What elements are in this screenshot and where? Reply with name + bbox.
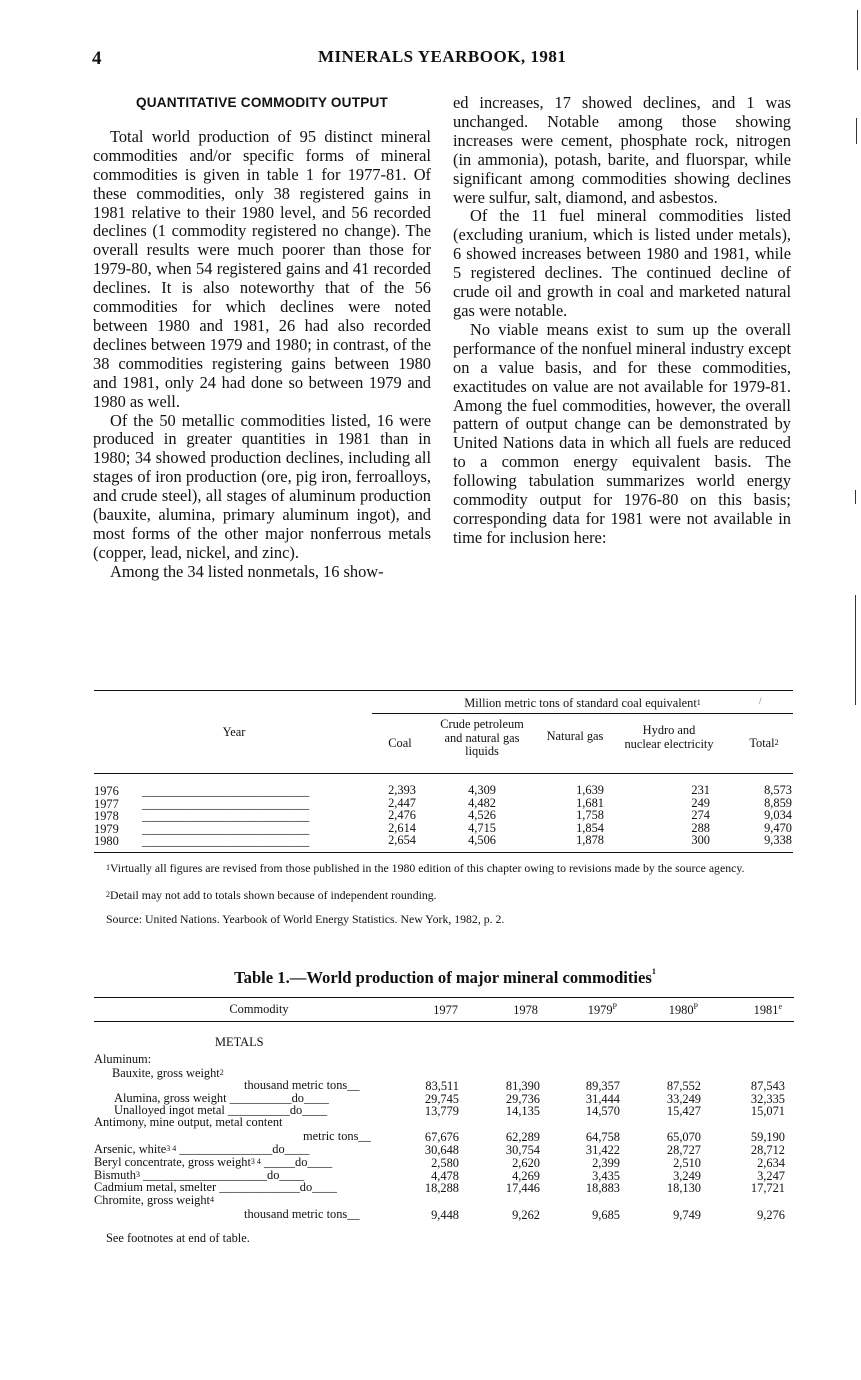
coal-header: Coal bbox=[388, 736, 412, 750]
t1-section-metals: METALS bbox=[215, 1035, 264, 1049]
t1-unit-chromite: thousand metric tons__ bbox=[244, 1207, 360, 1221]
energy-row-year: 1980 bbox=[94, 834, 119, 849]
left-paragraph-1: Total world production of 95 distinct mineral commodities and/or specific forms of mineral commodities is given in table 1 for 1977-81. Of these commodities, only 38 registered gains in 1981 relative to their 1980 level, and 56 recorded declines (1 commodity registered no change). The overall results were much poorer than those for 1979-80, when 54 registered gains and 41 recorded declines. It is also noteworthy that of the 56 commodities for which declines were noted between 1980 and 1981, 26 had also recorded declines between 1979 and 1980; in contrast, of the 38 commodities registering gains between 1980 and 1981, only 24 had done so between 1979 and 1980 as well. bbox=[93, 126, 431, 411]
footnote-2: $^2$Detail may not add to totals shown because of independent rounding. bbox=[106, 888, 437, 902]
t1-value-alumina: 31,444 bbox=[585, 1092, 620, 1106]
t1-footer-note: See footnotes at end of table. bbox=[106, 1231, 250, 1245]
energy-cell-gas: 1,681 bbox=[576, 795, 604, 810]
t1-value-antimony: 59,190 bbox=[750, 1130, 785, 1144]
footnote-1: $^1$Virtually all figures are revised from those published in the 1980 edition of this chapter owing to revisions made by the source agency. bbox=[106, 861, 745, 875]
t1-label-alumina: Alumina, gross weight __________do____ bbox=[114, 1091, 329, 1105]
span-header: Million metric tons of standard coal equivalent$^1$ bbox=[464, 696, 701, 710]
energy-cell-crude: 4,309 bbox=[468, 783, 496, 797]
right-paragraph-1: ed increases, 17 showed declines, and 1 was unchanged. Notable among those showing increases were cement, phosphate rock, nitrogen (in ammonia), potash, barite, and fluorspar, while significant among commodities showing declines were sulfur, salt, diamond, and asbestos. bbox=[453, 93, 791, 207]
t1-value-bismuth: 4,478 bbox=[431, 1169, 459, 1183]
t1-header-1981: 1981e bbox=[753, 1002, 782, 1017]
energy-cell-total: 8,859 bbox=[764, 795, 792, 810]
t1-value-bauxite: 89,357 bbox=[585, 1079, 620, 1093]
right-column bbox=[453, 94, 791, 548]
energy-cell-hydro: 274 bbox=[691, 808, 710, 823]
page-number: 4 bbox=[92, 48, 102, 69]
energy-cell-coal: 2,447 bbox=[388, 795, 416, 810]
t1-value-alumina: 33,249 bbox=[666, 1092, 701, 1106]
t1-value-cadmium: 18,288 bbox=[424, 1181, 459, 1195]
energy-cell-hydro: 300 bbox=[691, 833, 710, 848]
t1-value-ingot: 14,135 bbox=[505, 1104, 540, 1118]
t1-value-antimony: 67,676 bbox=[424, 1130, 459, 1144]
t1-value-alumina: 29,745 bbox=[424, 1092, 459, 1106]
energy-cell-crude: 4,482 bbox=[468, 795, 496, 810]
left-paragraph-2: Of the 50 metallic commodities listed, 16 were produced in greater quantities in 1981 than in 1980; 34 showed production declines, including all stages of iron production (ore, pig iron, ferroalloys, and crude steel), all stages of aluminum production (bauxite, alumina, primary aluminum ingot), and most forms of the other major nonferrous metals (copper, lead, nickel, and zinc). bbox=[93, 410, 431, 562]
t1-top-rule bbox=[94, 997, 794, 998]
energy-cell-total: 9,470 bbox=[764, 820, 792, 835]
t1-value-bauxite: 81,390 bbox=[505, 1079, 540, 1093]
t1-value-arsenic: 28,727 bbox=[666, 1143, 701, 1157]
t1-value-cadmium: 18,883 bbox=[585, 1181, 620, 1195]
section-heading: QUANTITATIVE COMMODITY OUTPUT bbox=[136, 95, 388, 110]
t1-label-aluminum: Aluminum: bbox=[94, 1052, 152, 1066]
energy-cell-coal: 2,614 bbox=[388, 820, 416, 835]
energy-cell-crude: 4,715 bbox=[468, 820, 496, 835]
running-title: MINERALS YEARBOOK, 1981 bbox=[318, 47, 567, 66]
t1-label-beryl: Beryl concentrate, gross weight$^{3 4}$ _____do____ bbox=[94, 1155, 333, 1169]
header-bottom-rule bbox=[94, 773, 793, 774]
energy-cell-hydro: 249 bbox=[691, 795, 710, 810]
table-bottom-rule bbox=[94, 852, 793, 853]
t1-value-bismuth: 4,269 bbox=[512, 1169, 540, 1183]
right-paragraph-2: Of the 11 fuel mineral commodities listed (excluding uranium, which is listed under metals), 6 showed increases between 1980 and 1981, while 5 registered declines. The continued decline of crude oil and growth in coal and marketed natural gas were notable. bbox=[453, 206, 791, 320]
energy-cell-total: 8,573 bbox=[764, 783, 792, 797]
scan-edge-mark bbox=[856, 118, 857, 144]
scan-edge-mark bbox=[855, 490, 856, 504]
t1-label-antimony: Antimony, mine output, metal content bbox=[94, 1115, 283, 1129]
scan-edge-mark bbox=[857, 10, 858, 70]
t1-label-chromite: Chromite, gross weight$^4$ bbox=[94, 1193, 214, 1207]
energy-row-leader: ___________________________ bbox=[142, 809, 310, 824]
energy-cell-gas: 1,758 bbox=[576, 808, 604, 823]
t1-value-chromite: 9,276 bbox=[757, 1208, 785, 1222]
energy-row-leader: ___________________________ bbox=[142, 821, 310, 836]
t1-value-bauxite: 87,543 bbox=[750, 1079, 785, 1093]
t1-header-1980: $1980^P$ bbox=[668, 1002, 698, 1017]
energy-cell-crude: 4,506 bbox=[468, 833, 496, 848]
t1-value-ingot: 13,779 bbox=[424, 1104, 459, 1118]
t1-header-1978: 1978 bbox=[513, 1003, 538, 1017]
left-column bbox=[93, 94, 431, 582]
t1-label-bismuth: Bismuth$^3$ ____________________do____ bbox=[94, 1168, 305, 1182]
span-rule bbox=[372, 713, 793, 714]
energy-cell-gas: 1,878 bbox=[576, 833, 604, 848]
energy-cell-total: 9,338 bbox=[764, 833, 792, 848]
t1-value-bismuth: 3,247 bbox=[757, 1169, 785, 1183]
t1-value-chromite: 9,749 bbox=[673, 1208, 701, 1222]
t1-header-1977: 1977 bbox=[433, 1003, 458, 1017]
year-header: Year bbox=[222, 725, 246, 739]
source-note: Source: United Nations. Yearbook of World Energy Statistics. New York, 1982, p. 2. bbox=[106, 912, 505, 926]
t1-label-bauxite: Bauxite, gross weight$^2$ bbox=[112, 1066, 224, 1080]
t1-unit-bauxite: thousand metric tons__ bbox=[244, 1078, 360, 1092]
stray-mark: / bbox=[759, 696, 762, 706]
t1-value-beryl: 2,399 bbox=[592, 1156, 620, 1170]
t1-header-rule bbox=[94, 1021, 794, 1022]
t1-value-cadmium: 17,446 bbox=[505, 1181, 540, 1195]
energy-row-leader: ___________________________ bbox=[142, 834, 310, 849]
energy-row-year: 1979 bbox=[94, 821, 119, 836]
t1-value-beryl: 2,620 bbox=[512, 1156, 540, 1170]
t1-value-bauxite: 87,552 bbox=[666, 1079, 701, 1093]
t1-value-cadmium: 17,721 bbox=[750, 1181, 785, 1195]
energy-cell-crude: 4,526 bbox=[468, 808, 496, 823]
energy-cell-coal: 2,654 bbox=[388, 833, 416, 848]
t1-value-beryl: 2,580 bbox=[431, 1156, 459, 1170]
energy-cell-hydro: 288 bbox=[691, 820, 710, 835]
t1-value-alumina: 32,335 bbox=[750, 1092, 785, 1106]
t1-value-arsenic: 28,712 bbox=[750, 1143, 785, 1157]
t1-value-cadmium: 18,130 bbox=[666, 1181, 701, 1195]
t1-value-arsenic: 30,648 bbox=[424, 1143, 459, 1157]
t1-value-alumina: 29,736 bbox=[505, 1092, 540, 1106]
energy-cell-total: 9,034 bbox=[764, 808, 792, 823]
energy-row-year: 1976 bbox=[94, 784, 119, 798]
t1-value-antimony: 62,289 bbox=[505, 1130, 540, 1144]
total-header: Total$^2$ bbox=[749, 736, 779, 750]
t1-value-bismuth: 3,249 bbox=[673, 1169, 701, 1183]
table-1-title: Table 1.—World production of major mineral commodities$^1$ bbox=[234, 967, 656, 987]
left-paragraph-3: Among the 34 listed nonmetals, 16 show- bbox=[110, 561, 384, 581]
energy-row-year: 1977 bbox=[94, 796, 119, 811]
t1-value-antimony: 64,758 bbox=[585, 1130, 620, 1144]
energy-row-leader-wrap bbox=[130, 834, 358, 849]
t1-value-bismuth: 3,435 bbox=[592, 1169, 620, 1183]
right-paragraph-3: No viable means exist to sum up the overall performance of the nonfuel mineral industry except on a value basis, and for these commodities, exactitudes on value are not available for 1979-81. Among the fuel commodities, however, the overall pattern of output change can be demonstrated by United Nations data in which all fuels are reduced to a common energy equivalent basis. The following tabulation summarizes world energy commodity output for 1976-80 on this basis; corresponding data for 1981 were not available in time for inclusion here: bbox=[453, 319, 791, 547]
energy-row-leader: ___________________________ bbox=[142, 784, 310, 798]
t1-unit-antimony: metric tons__ bbox=[303, 1129, 371, 1143]
energy-row-year: 1978 bbox=[94, 809, 119, 824]
t1-label-cadmium: Cadmium metal, smelter _____________do____ bbox=[94, 1180, 337, 1194]
t1-value-ingot: 14,570 bbox=[585, 1104, 620, 1118]
gas-header: Natural gas bbox=[546, 729, 604, 743]
energy-row-leader: ___________________________ bbox=[142, 796, 310, 811]
t1-value-antimony: 65,070 bbox=[666, 1130, 701, 1144]
energy-cell-gas: 1,854 bbox=[576, 820, 604, 835]
energy-cell-coal: 2,476 bbox=[388, 808, 416, 823]
t1-header-1979: $1979^P$ bbox=[587, 1002, 617, 1017]
crude-header: Crude petroleum and natural gas liquids bbox=[440, 717, 524, 758]
scan-edge-mark bbox=[855, 595, 856, 705]
t1-value-ingot: 15,071 bbox=[750, 1104, 785, 1118]
t1-label-ingot: Unalloyed ingot metal __________do____ bbox=[114, 1103, 328, 1117]
t1-value-beryl: 2,510 bbox=[673, 1156, 701, 1170]
t1-value-chromite: 9,685 bbox=[592, 1208, 620, 1222]
t1-value-ingot: 15,427 bbox=[666, 1104, 701, 1118]
t1-commodity-header: Commodity bbox=[229, 1002, 289, 1016]
t1-value-beryl: 2,634 bbox=[757, 1156, 785, 1170]
energy-cell-coal: 2,393 bbox=[388, 783, 416, 797]
t1-label-arsenic: Arsenic, white$^{3 4}$ _______________do____ bbox=[94, 1142, 310, 1156]
t1-value-bauxite: 83,511 bbox=[425, 1079, 459, 1093]
hydro-header: Hydro and nuclear electricity bbox=[624, 723, 714, 751]
energy-cell-gas: 1,639 bbox=[576, 783, 604, 797]
table-top-rule bbox=[94, 690, 793, 691]
t1-value-chromite: 9,262 bbox=[512, 1208, 540, 1222]
t1-value-chromite: 9,448 bbox=[431, 1208, 459, 1222]
energy-cell-hydro: 231 bbox=[691, 783, 710, 797]
t1-value-arsenic: 31,422 bbox=[585, 1143, 620, 1157]
t1-value-arsenic: 30,754 bbox=[505, 1143, 540, 1157]
